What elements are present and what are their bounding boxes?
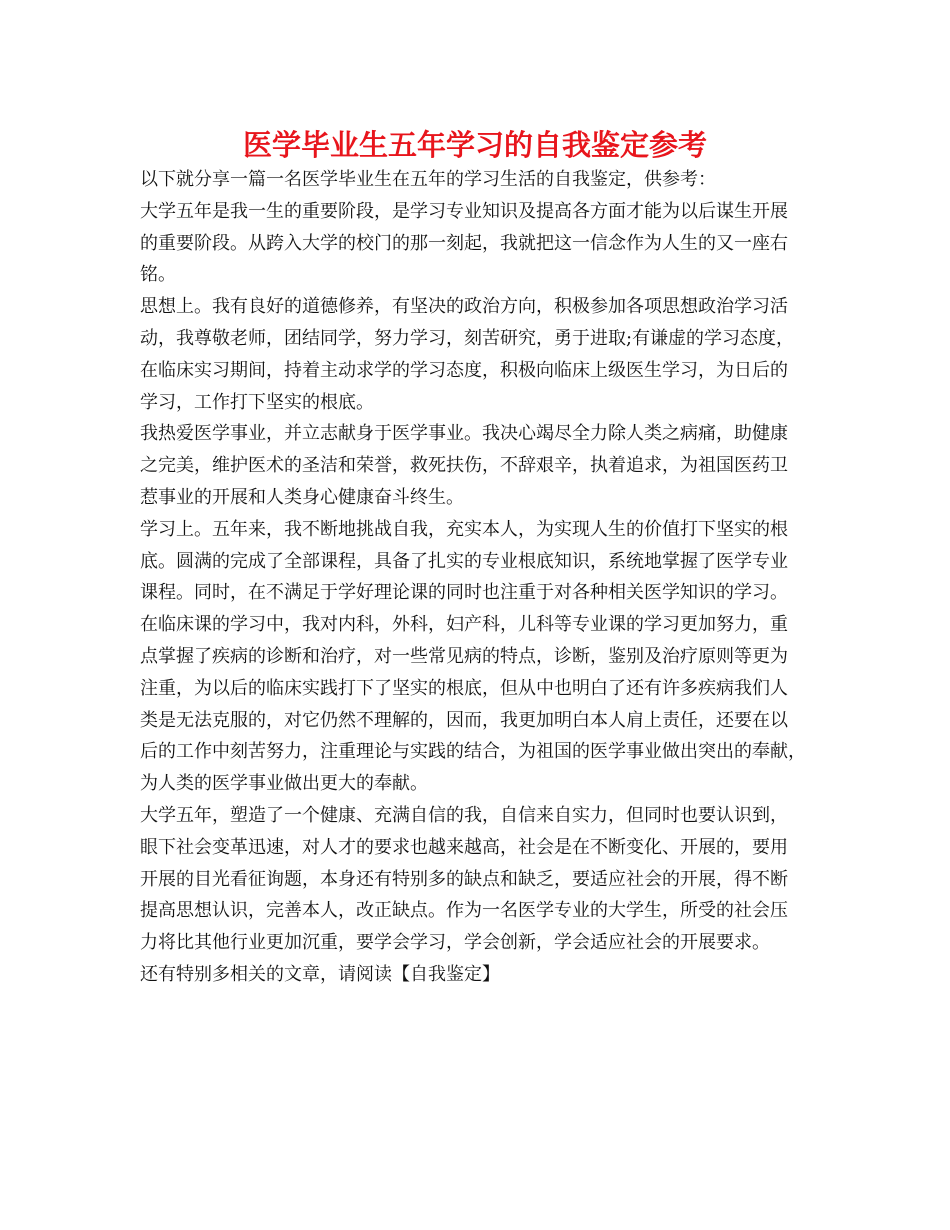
text-line: 底。圆满的完成了全部课程，具备了扎实的专业根底知识，系统地掌握了医学专业 — [140, 550, 788, 572]
text-line: 之完美，维护医术的圣洁和荣誉，救死扶伤，不辞艰辛，执着追求，为祖国医药卫 — [140, 455, 788, 477]
text-line: 的重要阶段。从跨入大学的校门的那一刻起，我就把这一信念作为人生的又一座右 — [140, 232, 788, 254]
text-line: 后的工作中刻苦努力，注重理论与实践的结合，为祖国的医学事业做出突出的奉献， — [140, 741, 806, 763]
text-line: 学习，工作打下坚实的根底。 — [140, 391, 374, 413]
text-line: 铭。 — [140, 264, 176, 286]
text-line: 注重，为以后的临床实践打下了坚实的根底，但从中也明白了还有许多疾病我们人 — [140, 677, 788, 699]
text-line: 类是无法克服的，对它仍然不理解的，因而，我更加明白本人肩上责任，还要在以 — [140, 709, 788, 731]
text-line: 在临床实习期间，持着主动求学的学习态度，积极向临床上级医生学习，为日后的 — [140, 359, 788, 381]
text-line: 思想上。我有良好的道德修养，有坚决的政治方向，积极参加各项思想政治学习活 — [140, 296, 788, 318]
text-line: 提高思想认识，完善本人，改正缺点。作为一名医学专业的大学生，所受的社会压 — [140, 900, 788, 922]
text-line: 惹事业的开展和人类身心健康奋斗终生。 — [140, 486, 464, 508]
text-line: 学习上。五年来，我不断地挑战自我，充实本人，为实现人生的价值打下坚实的根 — [140, 518, 788, 540]
text-line: 还有特别多相关的文章，请阅读【自我鉴定】 — [140, 963, 500, 985]
text-line: 我热爱医学事业，并立志献身于医学事业。我决心竭尽全力除人类之病痛，助健康 — [140, 423, 788, 445]
text-line: 以下就分享一篇一名医学毕业生在五年的学习生活的自我鉴定，供参考： — [140, 169, 716, 190]
text-line: 点掌握了疾病的诊断和治疗，对一些常见病的特点，诊断，鉴别及治疗原则等更为 — [140, 645, 788, 667]
text-line: 在临床课的学习中，我对内科，外科，妇产科，儿科等专业课的学习更加努力，重 — [140, 614, 788, 636]
text-line: 眼下社会变革迅速，对人才的要求也越来越高，社会是在不断变化、开展的，要用 — [140, 836, 788, 858]
text-line: 力将比其他行业更加沉重，要学会学习，学会创新，学会适应社会的开展要求。 — [140, 932, 770, 954]
text-line: 课程。同时，在不满足于学好理论课的同时也注重于对各种相关医学知识的学习。 — [140, 582, 788, 604]
document-title: 医学毕业生五年学习的自我鉴定参考 — [242, 128, 707, 162]
text-line: 开展的目光看征询题，本身还有特别多的缺点和缺乏，要适应社会的开展，得不断 — [140, 868, 788, 890]
text-line: 动，我尊敬老师，团结同学，努力学习，刻苦研究，勇于进取;有谦虚的学习态度， — [140, 327, 795, 349]
text-line: 为人类的医学事业做出更大的奉献。 — [140, 773, 428, 795]
document-body — [140, 164, 830, 991]
text-line: 大学五年是我一生的重要阶段，是学习专业知识及提高各方面才能为以后谋生开展 — [140, 200, 788, 222]
text-line: 大学五年，塑造了一个健康、充满自信的我，自信来自实力，但同时也要认识到， — [140, 804, 788, 826]
